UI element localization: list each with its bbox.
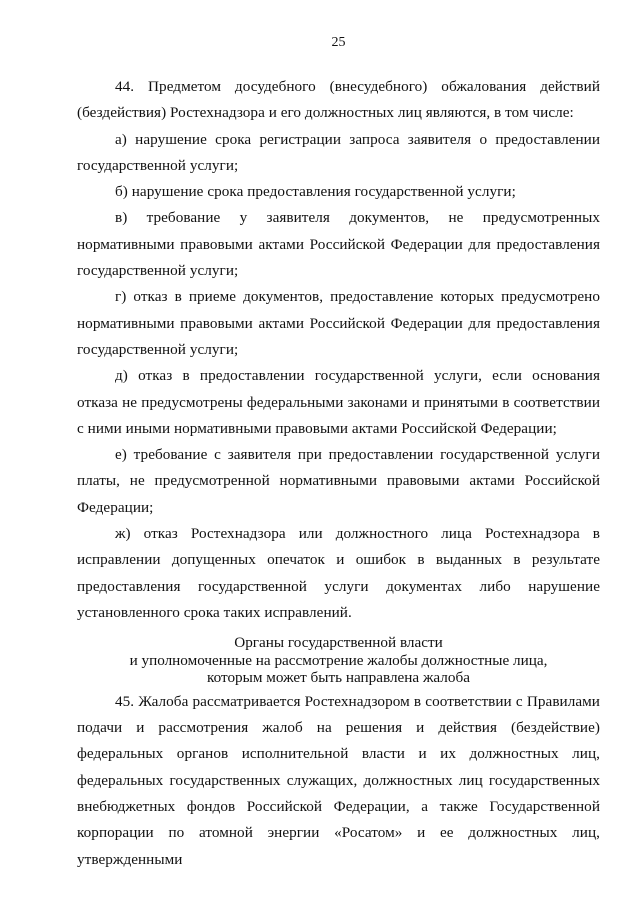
heading-line-2: и уполномоченные на рассмотрение жалобы должностные лица, [129, 651, 548, 669]
paragraph-44: 44. Предметом досудебного (внесудебного) обжалования действий (бездействия) Ростехнадзора и его должностных лиц являются, в том числе: [77, 78, 600, 122]
list-item-v: в) требование у заявителя документов, не предусмотренных нормативными правовыми актами Российской Федерации для предоставления государственной услуги; [77, 209, 600, 280]
list-item-zh: ж) отказ Ростехнадзора или должностного лица Ростехнадзора в исправлении допущенных опечаток и ошибок в выданных в результате предоставления государственной услуги документах либо нарушение установленного срока таких исправлений. [77, 525, 600, 621]
page-number: 25 [331, 35, 346, 50]
list-item-a: а) нарушение срока регистрации запроса заявителя о предоставлении государственной услуги; [77, 130, 600, 174]
list-item-e: е) требование с заявителя при предоставлении государственной услуги платы, не предусмотренной нормативными правовыми актами Российской Федерации; [77, 446, 600, 516]
section-heading [77, 634, 600, 687]
list-item-b: б) нарушение срока предоставления государственной услуги; [115, 183, 516, 201]
list-item-g: г) отказ в приеме документов, предоставление которых предусмотрено нормативными правовыми актами Российской Федерации для предоставления государственной услуги; [77, 288, 600, 358]
heading-line-1: Органы государственной власти [234, 634, 443, 652]
paragraph-45: 45. Жалоба рассматривается Ростехнадзором в соответствии с Правилами подачи и рассмотрения жалоб на решения и действия (бездействие) федеральных органов исполнительной власти и их должностных лиц, федеральных государственных служащих, должностных лиц государственных внебюджетных фондов Российской Федерации, а также Государственной корпорации по атомной энергии «Росатом» и ее должностных лиц, утвержденными [77, 692, 600, 868]
list-item-d: д) отказ в предоставлении государственной услуги, если основания отказа не предусмотрены федеральными законами и принятыми в соответствии с ними иными нормативными правовыми актами Российской Федерации; [77, 367, 600, 437]
heading-line-3: которым может быть направлена жалоба [207, 669, 470, 687]
